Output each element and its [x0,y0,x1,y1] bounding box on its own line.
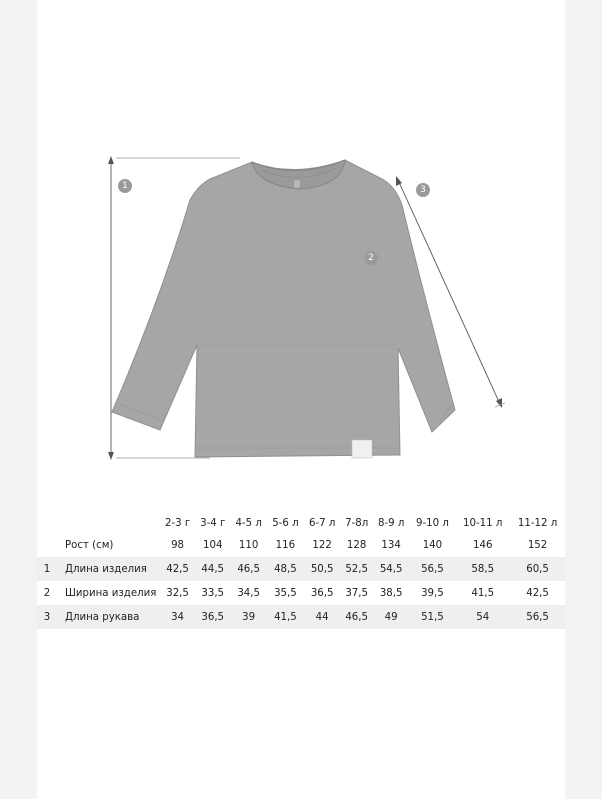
table-cell: 42,5 [160,557,195,581]
size-header: 7-8л [345,517,369,529]
table-cell: 58,5 [455,557,510,581]
size-header: 5-6 л [272,517,299,529]
row-number [37,533,57,557]
table-cell: 60,5 [510,557,565,581]
row-number: 1 [37,557,57,581]
table-cell: 51,5 [410,605,456,629]
table-cell: 48,5 [267,557,304,581]
size-header: 3-4 г [200,517,226,529]
table-cell: 39,5 [421,587,444,599]
table-cell: 39 [230,605,267,629]
table-cell: 49 [373,605,410,629]
table-cell: 34 [160,605,195,629]
table-row-width [37,581,565,605]
table-cell: 38,5 [379,587,403,599]
table-cell: 36,5 [310,587,334,599]
marker-sleeve: 3 [416,183,430,197]
table-cell: 152 [527,539,548,551]
table-cell: 50,5 [304,557,341,581]
table-cell: 140 [422,539,443,551]
table-cell: 41,5 [471,587,495,599]
table-cell: 46,5 [230,557,267,581]
table-cell: 33,5 [201,587,225,599]
table-cell: 42,5 [526,587,549,599]
table-cell: 37,5 [345,587,368,599]
table-cell: 56,5 [510,605,565,629]
row-number: 3 [37,605,57,629]
table-cell: 134 [381,539,401,551]
row-number: 2 [43,587,51,599]
size-header: 4-5 л [235,517,262,529]
table-cell: 41,5 [267,605,304,629]
table-cell: 98 [171,539,185,551]
table-row-sleeve [37,605,565,629]
table-cell: 54 [455,605,510,629]
row-label: Длина изделия [57,557,160,581]
table-cell: 146 [472,539,493,551]
size-header-row [37,513,565,533]
table-cell: 52,5 [341,557,373,581]
size-header: 10-11 л [463,517,503,529]
row-label: Рост (см) [65,539,114,551]
table-cell: 128 [346,539,367,551]
table-cell: 56,5 [410,557,456,581]
label-tag [352,440,372,458]
table-cell: 34,5 [237,587,260,599]
row-label: Ширина изделия [65,587,157,599]
size-chart-table [37,513,565,629]
table-row-length [37,557,565,581]
size-header: 6-7 л [308,517,336,529]
table-cell: 44,5 [195,557,230,581]
marker-width: 2 [364,251,378,265]
table-cell: 35,5 [274,587,297,599]
table-cell: 32,5 [166,587,189,599]
size-header: 2-3 г [164,517,191,529]
size-header: 9-10 л [415,517,449,529]
marker-length: 1 [118,179,132,193]
table-cell: 122 [312,539,332,551]
row-label: Длина рукава [57,605,160,629]
table-cell: 116 [275,539,296,551]
table-cell: 36,5 [195,605,230,629]
table-row-height [37,533,565,557]
size-header: 11-12 л [517,517,558,529]
table-cell: 104 [202,539,223,551]
table-cell: 110 [238,539,259,551]
table-cell: 46,5 [341,605,373,629]
size-header: 8-9 л [377,517,405,529]
tshirt-illustration [112,160,455,458]
table-cell: 54,5 [373,557,410,581]
table-cell: 44 [304,605,341,629]
